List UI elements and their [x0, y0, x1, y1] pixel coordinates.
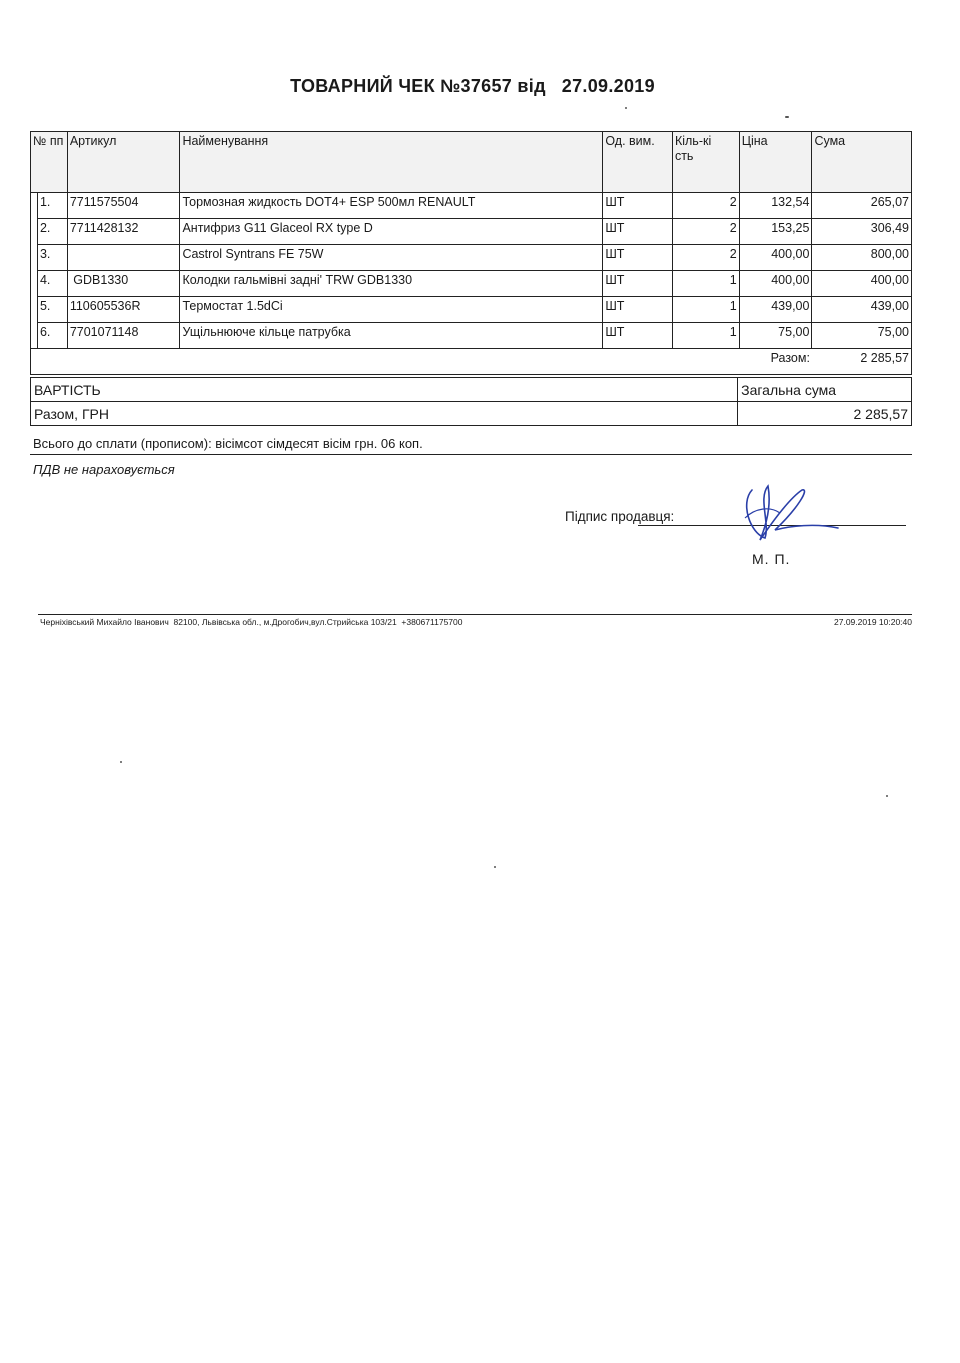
row-unit: ШТ [603, 323, 673, 349]
row-indent [31, 193, 38, 219]
cost-table [30, 377, 912, 426]
row-price: 153,25 [739, 219, 812, 245]
row-number: 2. [37, 219, 67, 245]
total-value: 2 285,57 [812, 349, 912, 375]
vat-note: ПДВ не нараховується [33, 462, 175, 477]
cost-value-row [31, 402, 912, 426]
row-number: 1. [37, 193, 67, 219]
table-row [31, 219, 912, 245]
scan-speck [120, 761, 122, 763]
table-total-row [31, 349, 912, 375]
table-row [31, 271, 912, 297]
table-row [31, 193, 912, 219]
receipt-title [0, 76, 945, 97]
row-article: 7701071148 [67, 323, 180, 349]
row-number: 6. [37, 323, 67, 349]
handwritten-signature [730, 478, 850, 553]
receipt-date: 27.09.2019 [561, 76, 655, 96]
row-number: 4. [37, 271, 67, 297]
receipt-title-prefix: ТОВАРНИЙ ЧЕК №37657 від [290, 76, 546, 96]
row-unit: ШТ [603, 271, 673, 297]
cost-total-header: Загальна сума [738, 378, 912, 402]
table-row [31, 297, 912, 323]
row-quantity: 2 [672, 245, 739, 271]
col-header-name: Найменування [180, 132, 603, 193]
table-row [31, 245, 912, 271]
row-indent [31, 297, 38, 323]
row-indent [31, 271, 38, 297]
footer-timestamp: 27.09.2019 10:20:40 [834, 617, 912, 627]
row-article: 7711575504 [67, 193, 180, 219]
row-unit: ШТ [603, 297, 673, 323]
col-header-article: Артикул [67, 132, 180, 193]
cost-row-value: 2 285,57 [738, 402, 912, 426]
col-header-number: № пп [31, 132, 68, 193]
row-sum: 306,49 [812, 219, 912, 245]
col-header-unit: Од. вим. [603, 132, 673, 193]
col-header-sum: Сума [812, 132, 912, 193]
row-unit: ШТ [603, 193, 673, 219]
row-indent [31, 219, 38, 245]
row-quantity: 1 [672, 323, 739, 349]
items-table [30, 131, 912, 375]
row-price: 400,00 [739, 271, 812, 297]
row-indent [31, 245, 38, 271]
divider [30, 454, 912, 455]
row-number: 3. [37, 245, 67, 271]
row-number: 5. [37, 297, 67, 323]
total-label: Разом: [739, 349, 812, 375]
col-header-quantity: Кіль-кість [672, 132, 739, 193]
row-article: 7711428132 [67, 219, 180, 245]
footer-seller-info: Черніхівський Михайло Іванович 82100, Львівська обл., м.Дрогобич,вул.Стрийська 103/21 +380671175700 [40, 617, 463, 627]
row-article: 110605536R [67, 297, 180, 323]
col-header-price: Ціна [739, 132, 812, 193]
row-quantity: 2 [672, 193, 739, 219]
row-name: Тормозная жидкость DOT4+ ESP 500мл RENAULT [180, 193, 603, 219]
row-sum: 439,00 [812, 297, 912, 323]
row-price: 439,00 [739, 297, 812, 323]
row-name: Термостат 1.5dCi [180, 297, 603, 323]
row-name: Антифриз G11 Glaceol RX type D [180, 219, 603, 245]
scan-speck [886, 795, 888, 797]
row-price: 400,00 [739, 245, 812, 271]
total-spacer [31, 349, 740, 375]
row-unit: ШТ [603, 219, 673, 245]
row-name: Ущільнююче кільце патрубка [180, 323, 603, 349]
row-unit: ШТ [603, 245, 673, 271]
row-sum: 400,00 [812, 271, 912, 297]
scan-speck [625, 107, 627, 109]
signature-label: Підпис продавця: [565, 509, 675, 524]
table-header-row [31, 132, 912, 193]
row-name: Колодки гальмівні задні' TRW GDB1330 [180, 271, 603, 297]
scan-speck [785, 116, 789, 118]
cost-row-label: Разом, ГРН [31, 402, 738, 426]
row-sum: 800,00 [812, 245, 912, 271]
row-sum: 265,07 [812, 193, 912, 219]
row-article: GDB1330 [67, 271, 180, 297]
row-name: Castrol Syntrans FE 75W [180, 245, 603, 271]
amount-in-words: Всього до сплати (прописом): вісімсот сімдесят вісім грн. 06 коп. [33, 436, 423, 451]
row-article [67, 245, 180, 271]
stamp-mark: М. П. [752, 551, 791, 567]
row-price: 132,54 [739, 193, 812, 219]
footer-divider [38, 614, 912, 615]
row-sum: 75,00 [812, 323, 912, 349]
table-row [31, 323, 912, 349]
cost-label: ВАРТІСТЬ [31, 378, 738, 402]
cost-header-row [31, 378, 912, 402]
row-quantity: 2 [672, 219, 739, 245]
row-price: 75,00 [739, 323, 812, 349]
scan-speck [494, 866, 496, 868]
row-indent [31, 323, 38, 349]
row-quantity: 1 [672, 297, 739, 323]
row-quantity: 1 [672, 271, 739, 297]
